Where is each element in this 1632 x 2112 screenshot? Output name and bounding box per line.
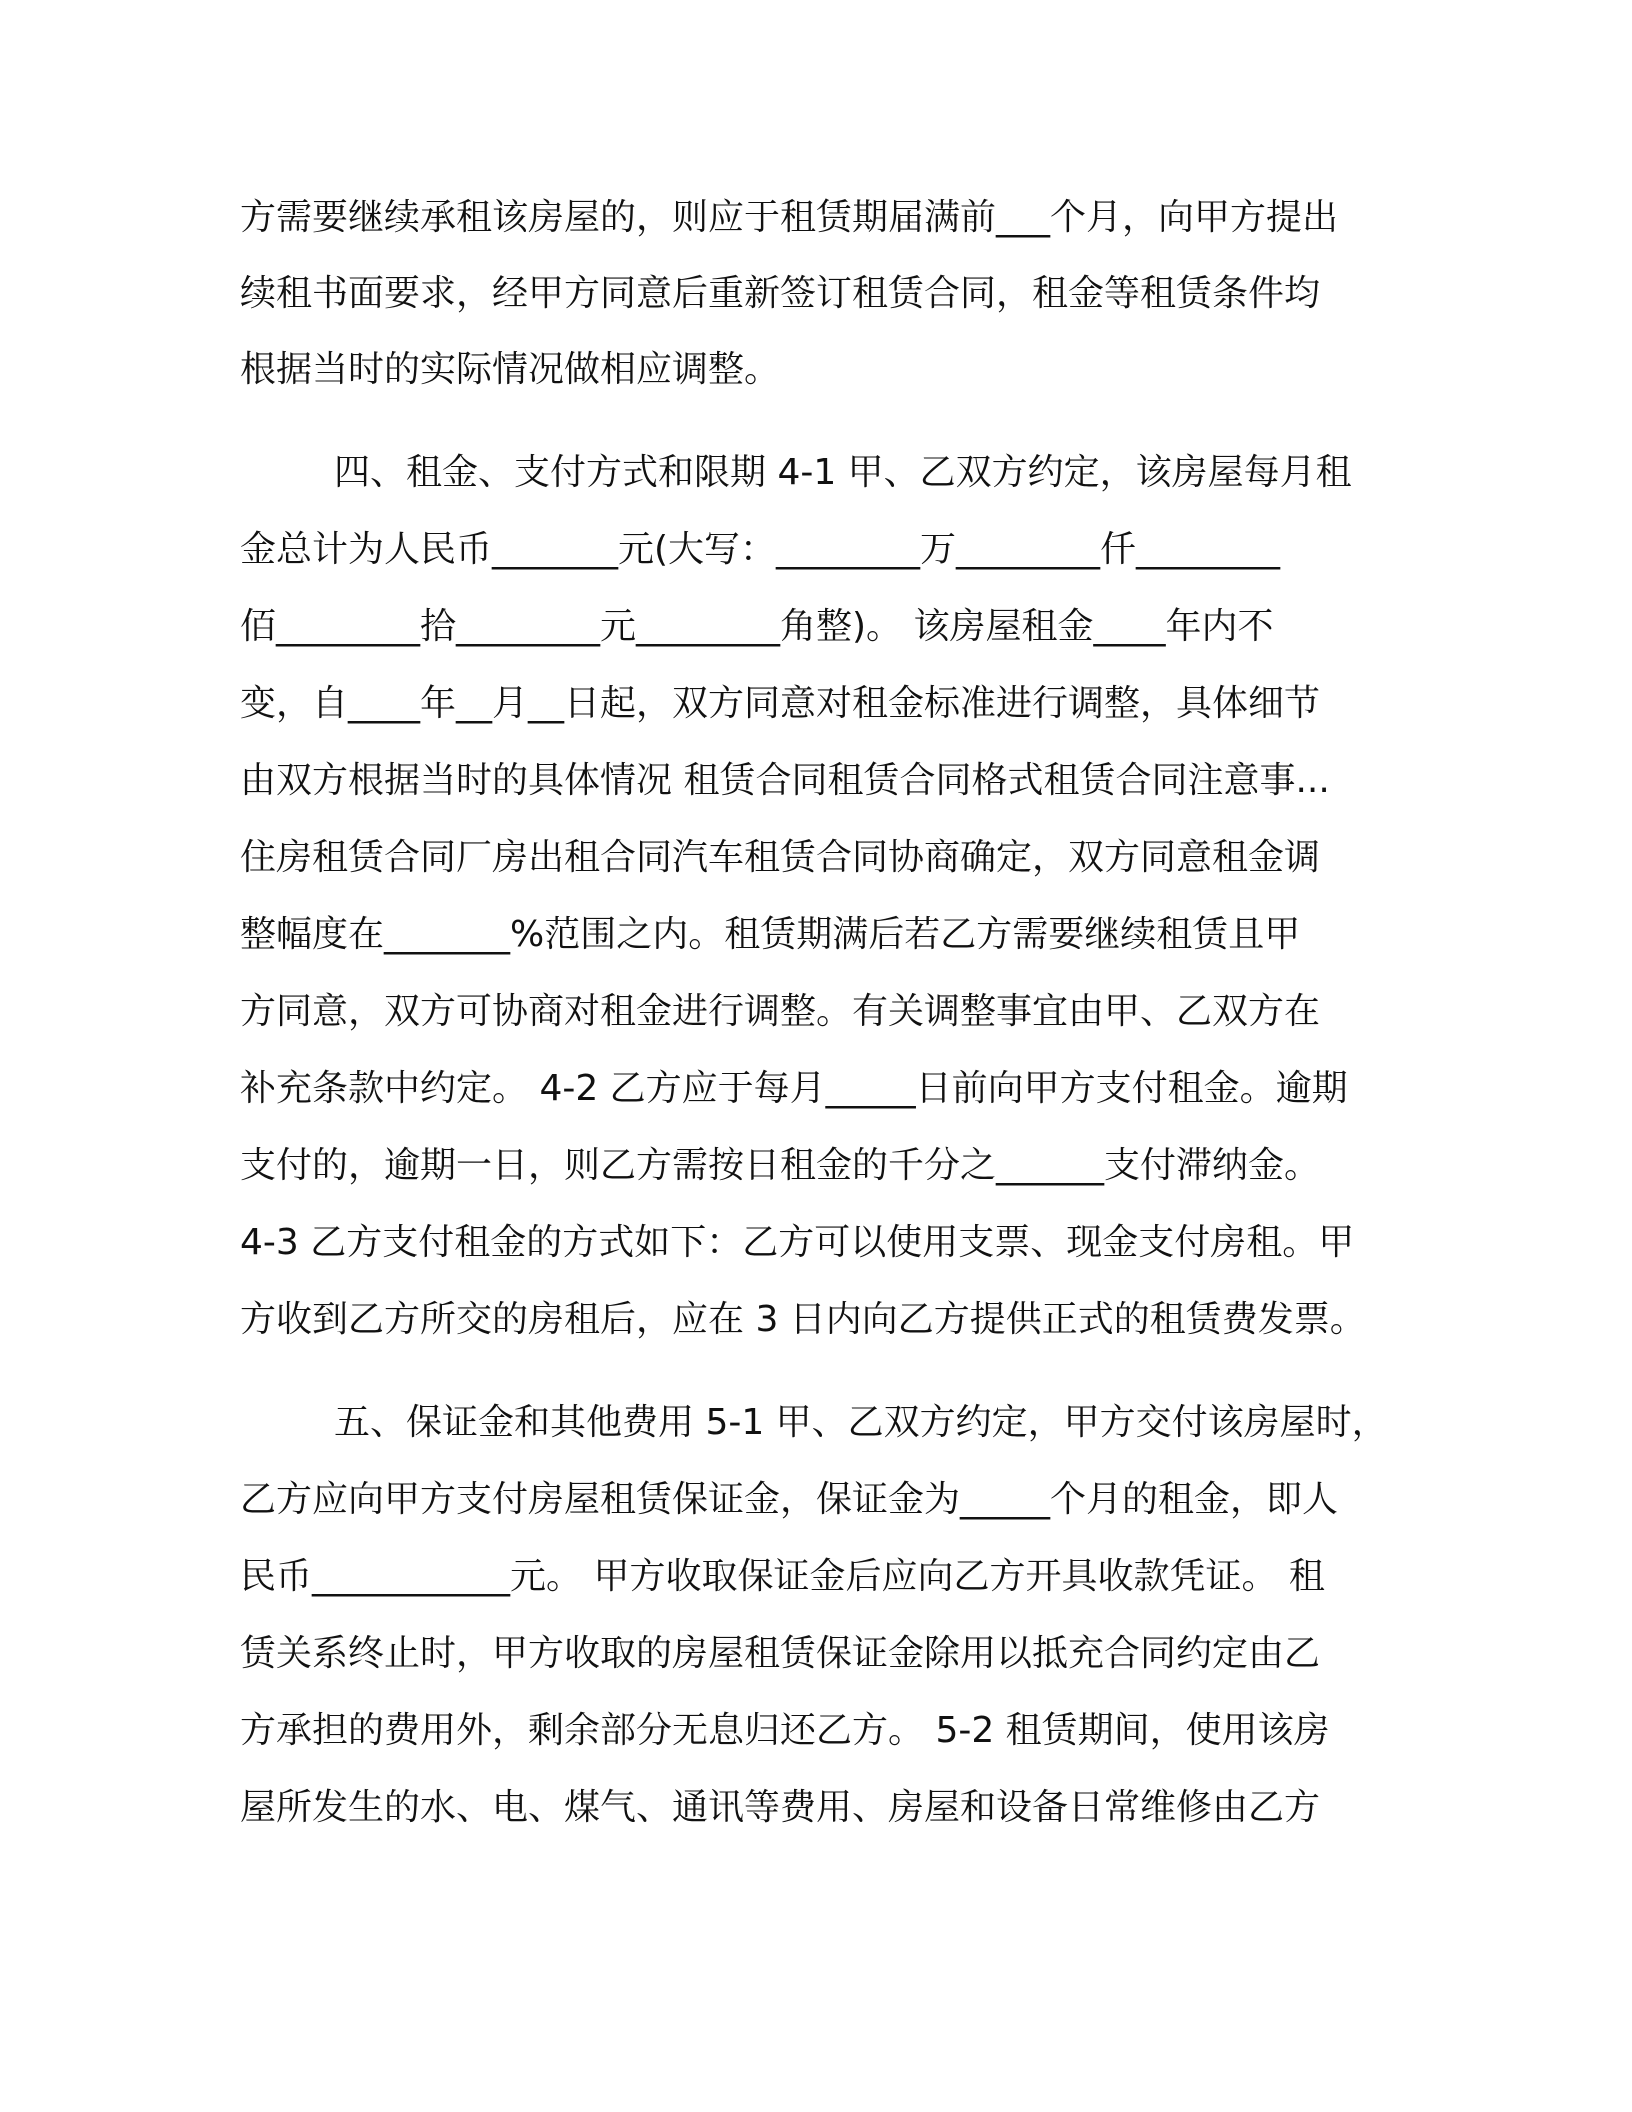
text-line: 变，自____年__月__日起，双方同意对租金标准进行调整，具体细节 <box>240 683 1321 724</box>
text-line: 方承担的费用外，剩余部分无息归还乙方。 5-2 租赁期间，使用该房 <box>240 1710 1330 1751</box>
text-line: 由双方根据当时的具体情况 租赁合同租赁合同格式租赁合同注意事... <box>240 760 1330 801</box>
text-line: 方需要继续承租该房屋的，则应于租赁期届满前___个月，向甲方提出 <box>240 197 1339 238</box>
text-line: 乙方应向甲方支付房屋租赁保证金，保证金为_____个月的租金，即人 <box>240 1479 1339 1520</box>
text-line: 4-3 乙方支付租金的方式如下：乙方可以使用支票、现金支付房租。甲 <box>240 1222 1355 1263</box>
text-line: 佰________拾________元________角整)。 该房屋租金____年内不 <box>240 606 1274 647</box>
text-line: 根据当时的实际情况做相应调整。 <box>240 349 781 390</box>
text-line: 补充条款中约定。 4-2 乙方应于每月_____日前向甲方支付租金。逾期 <box>240 1068 1348 1109</box>
section-heading-line: 五、保证金和其他费用 5-1 甲、乙双方约定，甲方交付该房屋时， <box>334 1402 1388 1443</box>
text-line: 整幅度在_______%范围之内。租赁期满后若乙方需要继续租赁且甲 <box>240 914 1301 955</box>
text-line: 住房租赁合同厂房出租合同汽车租赁合同协商确定，双方同意租金调 <box>240 837 1321 878</box>
text-line: 方同意，双方可协商对租金进行调整。有关调整事宜由甲、乙双方在 <box>240 991 1321 1032</box>
text-line: 续租书面要求，经甲方同意后重新签订租赁合同，租金等租赁条件均 <box>240 273 1321 314</box>
text-line: 赁关系终止时，甲方收取的房屋租赁保证金除用以抵充合同约定由乙 <box>240 1633 1321 1674</box>
section-heading-line: 四、租金、支付方式和限期 4-1 甲、乙双方约定，该房屋每月租 <box>334 452 1352 493</box>
text-line: 金总计为人民币_______元(大写：________万________仟________ <box>240 529 1281 570</box>
text-line: 支付的，逾期一日，则乙方需按日租金的千分之______支付滞纳金。 <box>240 1145 1321 1186</box>
text-line: 民币___________元。 甲方收取保证金后应向乙方开具收款凭证。 租 <box>240 1556 1325 1597</box>
text-line: 屋所发生的水、电、煤气、通讯等费用、房屋和设备日常维修由乙方 <box>240 1787 1321 1828</box>
text-line: 方收到乙方所交的房租后，应在 3 日内向乙方提供正式的租赁费发票。 <box>240 1299 1366 1340</box>
